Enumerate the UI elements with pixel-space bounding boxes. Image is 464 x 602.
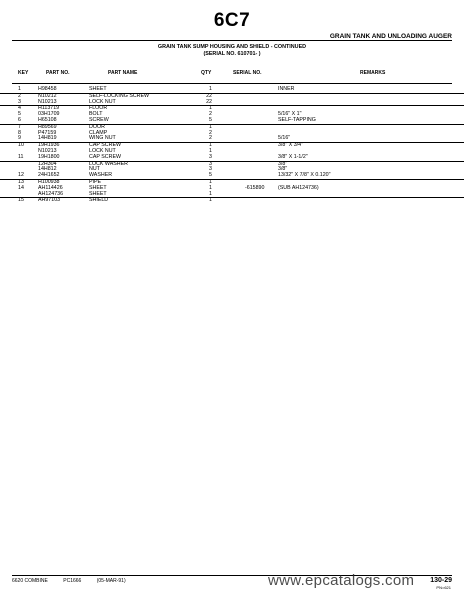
remarks-cell: 3/8" bbox=[278, 160, 288, 167]
key-cell: 3 bbox=[18, 98, 21, 105]
key-cell: 8 bbox=[18, 129, 21, 136]
qty-cell: 1 bbox=[209, 197, 212, 204]
table-title: GRAIN TANK SUMP HOUSING AND SHIELD - CONTINUED bbox=[157, 44, 307, 50]
qty-cell: 1 bbox=[209, 105, 212, 112]
remarks-cell: 13/32" X 7/8" X 0.120" bbox=[278, 172, 331, 179]
remarks-cell: 3/8" X 1-1/2" bbox=[278, 153, 308, 160]
watermark: www.epcatalogs.com bbox=[268, 572, 415, 589]
qty-cell: 3 bbox=[209, 166, 212, 173]
page-number: 130-29 bbox=[430, 577, 452, 584]
key-cell: 7 bbox=[18, 123, 21, 130]
column-header-part-name: PART NAME bbox=[108, 70, 138, 76]
qty-cell: 5 bbox=[209, 116, 212, 123]
qty-cell: 2 bbox=[209, 111, 212, 118]
key-cell: 2 bbox=[18, 92, 21, 99]
key-cell: 10 bbox=[18, 142, 24, 149]
key-cell: 4 bbox=[18, 105, 21, 112]
part-name-cell: CLAMP bbox=[89, 129, 108, 136]
part-name-cell: LOCK NUT bbox=[89, 98, 116, 105]
header-rule bbox=[12, 83, 452, 84]
part-name-cell: SHIELD bbox=[89, 197, 109, 204]
section-code: 6C7 bbox=[213, 10, 251, 31]
serial-cell: -615890 bbox=[245, 184, 265, 191]
part-name-cell: LOCK WASHER bbox=[89, 160, 128, 167]
table-row bbox=[0, 118, 464, 125]
table-row bbox=[0, 155, 464, 162]
part-number-cell: H65108 bbox=[38, 116, 57, 123]
part-number-cell: AH97103 bbox=[38, 197, 61, 204]
qty-cell: 1 bbox=[209, 190, 212, 197]
column-header-remarks: REMARKS bbox=[360, 70, 386, 76]
page-sub: PN=621 bbox=[436, 585, 451, 590]
part-number-cell: AH114426 bbox=[38, 184, 63, 191]
key-cell: 11 bbox=[18, 153, 24, 160]
remarks-cell: SELF-TAPPING bbox=[278, 116, 316, 123]
qty-cell: 5 bbox=[209, 172, 212, 179]
serial-note: (SERIAL NO. 610701- ) bbox=[203, 51, 261, 57]
part-number-cell: 14H819 bbox=[38, 135, 57, 142]
footer-date: (05-MAR-91) bbox=[96, 578, 126, 584]
part-name-cell: WING NUT bbox=[89, 135, 116, 142]
part-name-cell: SCREW bbox=[89, 116, 109, 123]
part-number-cell: 19H1800 bbox=[38, 153, 60, 160]
part-number-cell: 19H1936 bbox=[38, 142, 60, 149]
part-name-cell: SELF-LOCKING SCREW bbox=[89, 92, 150, 99]
section-title: GRAIN TANK AND UNLOADING AUGER bbox=[329, 33, 452, 40]
part-name-cell: CAP SCREW bbox=[89, 142, 121, 149]
part-number-cell: N10213 bbox=[38, 147, 57, 154]
part-number-cell: 24H1652 bbox=[38, 172, 60, 179]
key-cell: 12 bbox=[18, 172, 24, 179]
footer-model: 6620 COMBINE bbox=[12, 578, 48, 584]
column-header-serial-no: SERIAL NO. bbox=[233, 70, 262, 76]
key-cell: 13 bbox=[18, 178, 24, 185]
part-name-cell: PIPE bbox=[89, 178, 102, 185]
key-cell: 6 bbox=[18, 116, 21, 123]
part-name-cell: DOOR bbox=[89, 123, 105, 130]
part-name-cell: SHEET bbox=[89, 86, 107, 92]
part-name-cell: WASHER bbox=[89, 172, 113, 179]
qty-cell: 1 bbox=[209, 86, 212, 92]
part-name-cell: BOLT bbox=[89, 111, 103, 118]
key-cell: 15 bbox=[18, 197, 24, 204]
column-header-part-no: PART NO. bbox=[46, 70, 70, 76]
remarks-cell: 3/8" bbox=[278, 166, 288, 173]
remarks-cell: INNER bbox=[278, 86, 295, 92]
part-name-cell: NUT bbox=[89, 166, 100, 173]
key-cell: 14 bbox=[18, 184, 24, 191]
remarks-cell: 5/16" bbox=[278, 135, 291, 142]
remarks-cell: 5/16" X 1" bbox=[278, 111, 302, 118]
part-number-cell: H113719 bbox=[38, 105, 60, 112]
parts-table bbox=[0, 87, 464, 204]
part-number-cell: 12H304 bbox=[38, 160, 57, 167]
table-row bbox=[0, 87, 464, 94]
qty-cell: 22 bbox=[206, 92, 212, 99]
table-row bbox=[0, 100, 464, 107]
part-number-cell: H100938 bbox=[38, 178, 60, 185]
part-number-cell: 03H1709 bbox=[38, 111, 60, 118]
qty-cell: 22 bbox=[206, 98, 212, 105]
part-name-cell: CAP SCREW bbox=[89, 153, 121, 160]
qty-cell: 2 bbox=[209, 129, 212, 136]
part-number-cell: H98458 bbox=[38, 86, 57, 92]
key-cell: 1 bbox=[18, 86, 21, 92]
part-name-cell: FLOOR bbox=[89, 105, 108, 112]
key-cell: 5 bbox=[18, 111, 21, 118]
qty-cell: 3 bbox=[209, 153, 212, 160]
remarks-cell: (SUB AH124736) bbox=[278, 184, 319, 191]
remarks-cell: 3/8" X 3/4" bbox=[278, 142, 303, 149]
top-rule bbox=[12, 40, 452, 41]
table-row bbox=[0, 192, 464, 199]
qty-cell: 2 bbox=[209, 135, 212, 142]
part-number-cell: H89569 bbox=[38, 123, 57, 130]
qty-cell: 1 bbox=[209, 123, 212, 130]
key-cell: 9 bbox=[18, 135, 21, 142]
column-header-key: KEY bbox=[18, 70, 29, 76]
column-header-qty: QTY bbox=[201, 70, 212, 76]
part-name-cell: SHEET bbox=[89, 190, 107, 197]
table-row bbox=[0, 198, 464, 204]
part-number-cell: AH124736 bbox=[38, 190, 64, 197]
qty-cell: 3 bbox=[209, 160, 212, 167]
part-number-cell: P47159 bbox=[38, 129, 57, 136]
qty-cell: 1 bbox=[209, 178, 212, 185]
part-number-cell: N10212 bbox=[38, 92, 57, 99]
footer-left bbox=[12, 578, 140, 584]
part-number-cell: 14H812 bbox=[38, 166, 57, 173]
part-number-cell: N10213 bbox=[38, 98, 57, 105]
qty-cell: 1 bbox=[209, 142, 212, 149]
part-name-cell: SHEET bbox=[89, 184, 107, 191]
part-name-cell: LOCK NUT bbox=[89, 147, 116, 154]
qty-cell: 1 bbox=[209, 147, 212, 154]
qty-cell: 1 bbox=[209, 184, 212, 191]
table-row bbox=[0, 173, 464, 180]
footer-catalog: PC1666 bbox=[63, 578, 82, 584]
table-row bbox=[0, 136, 464, 143]
table-title-block bbox=[0, 44, 464, 58]
